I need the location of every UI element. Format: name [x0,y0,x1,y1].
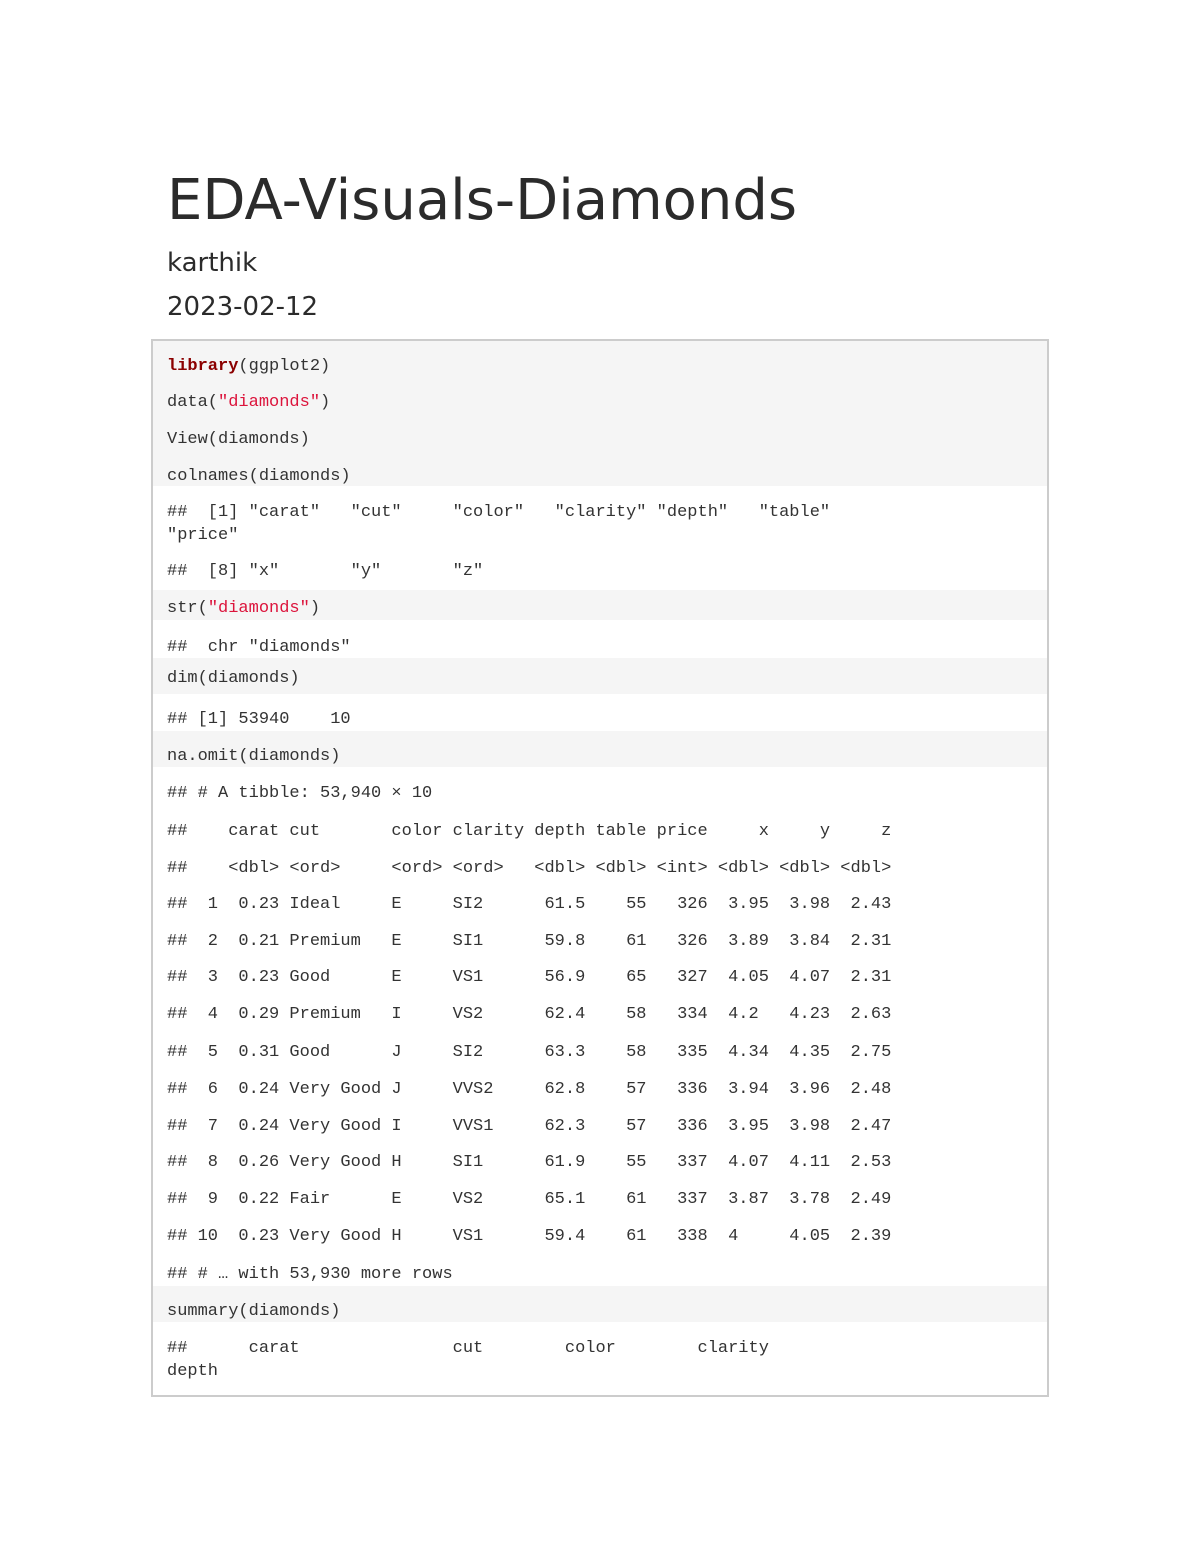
output-dim [153,694,1047,731]
output-line: ## [1] 53940 10 [167,710,351,729]
code-chunk-naomit [153,731,1047,767]
content-frame [151,339,1049,1397]
tibble-header: ## # A tibble: 53,940 × 10 [167,784,433,803]
code-line-dim: dim(diamonds) [167,669,300,688]
tibble-row: ## 7 0.24 Very Good I VVS1 62.3 57 336 3.95 3.98 2.47 [167,1117,892,1136]
tibble-row: ## 6 0.24 Very Good J VVS2 62.8 57 336 3.94 3.96 2.48 [167,1080,892,1099]
tibble-row: ## 9 0.22 Fair E VS2 65.1 61 337 3.87 3.78 2.49 [167,1190,892,1209]
code-line-summary: summary(diamonds) [167,1302,341,1321]
output-str [153,620,1047,658]
str-close: ) [309,599,321,618]
code-chunk-summary [153,1286,1047,1322]
code-chunk-dim [153,658,1047,694]
output-line: ## carat cut color clarity [167,1339,769,1358]
code-line-data [167,391,330,414]
output-line: ## [8] "x" "y" "z" [167,562,484,581]
code-line-view: View(diamonds) [167,430,310,449]
tibble-row: ## 2 0.21 Premium E SI1 59.8 61 326 3.89 3.84 2.31 [167,932,892,951]
data-close: ) [320,393,331,412]
code-line-colnames: colnames(diamonds) [167,467,351,486]
output-summary [153,1322,1047,1395]
tibble-row: ## 1 0.23 Ideal E SI2 61.5 55 326 3.95 3.98 2.43 [167,895,892,914]
code-line-library [167,355,330,378]
tibble-row: ## 4 0.29 Premium I VS2 62.4 58 334 4.2 4.23 2.63 [167,1005,892,1024]
output-line: depth [167,1362,219,1381]
tibble-row: ## 10 0.23 Very Good H VS1 59.4 61 338 4 4.05 2.39 [167,1227,892,1246]
str-fn: str( [167,599,208,618]
code-line-naomit: na.omit(diamonds) [167,747,341,766]
code-chunk-setup [153,341,1047,486]
str-string: "diamonds" [207,599,310,618]
output-tibble [153,767,1047,1287]
code-chunk-str [153,590,1047,620]
data-fn: data( [167,393,219,412]
document-title: EDA-Visuals-Diamonds [167,168,798,233]
data-string: "diamonds" [218,393,321,412]
library-keyword: library [167,357,239,376]
output-line: "price" [167,526,239,545]
tibble-row: ## 5 0.31 Good J SI2 63.3 58 335 4.34 4.35 2.75 [167,1043,892,1062]
output-line: ## [1] "carat" "cut" "color" "clarity" "depth" "table" [167,503,831,522]
code-line-str [167,597,320,620]
document-author: karthik [167,248,258,278]
tibble-types: ## <dbl> <ord> <ord> <ord> <dbl> <dbl> <int> <dbl> <dbl> <dbl> [167,859,892,878]
library-args: (ggplot2) [238,357,331,376]
tibble-footer: ## # … with 53,930 more rows [167,1265,453,1284]
tibble-row: ## 3 0.23 Good E VS1 56.9 65 327 4.05 4.07 2.31 [167,968,892,987]
tibble-row: ## 8 0.26 Very Good H SI1 61.9 55 337 4.07 4.11 2.53 [167,1153,892,1172]
document-date: 2023-02-12 [167,292,319,322]
output-colnames [153,486,1047,605]
output-line: ## chr "diamonds" [167,638,351,657]
tibble-columns: ## carat cut color clarity depth table price x y z [167,822,892,841]
